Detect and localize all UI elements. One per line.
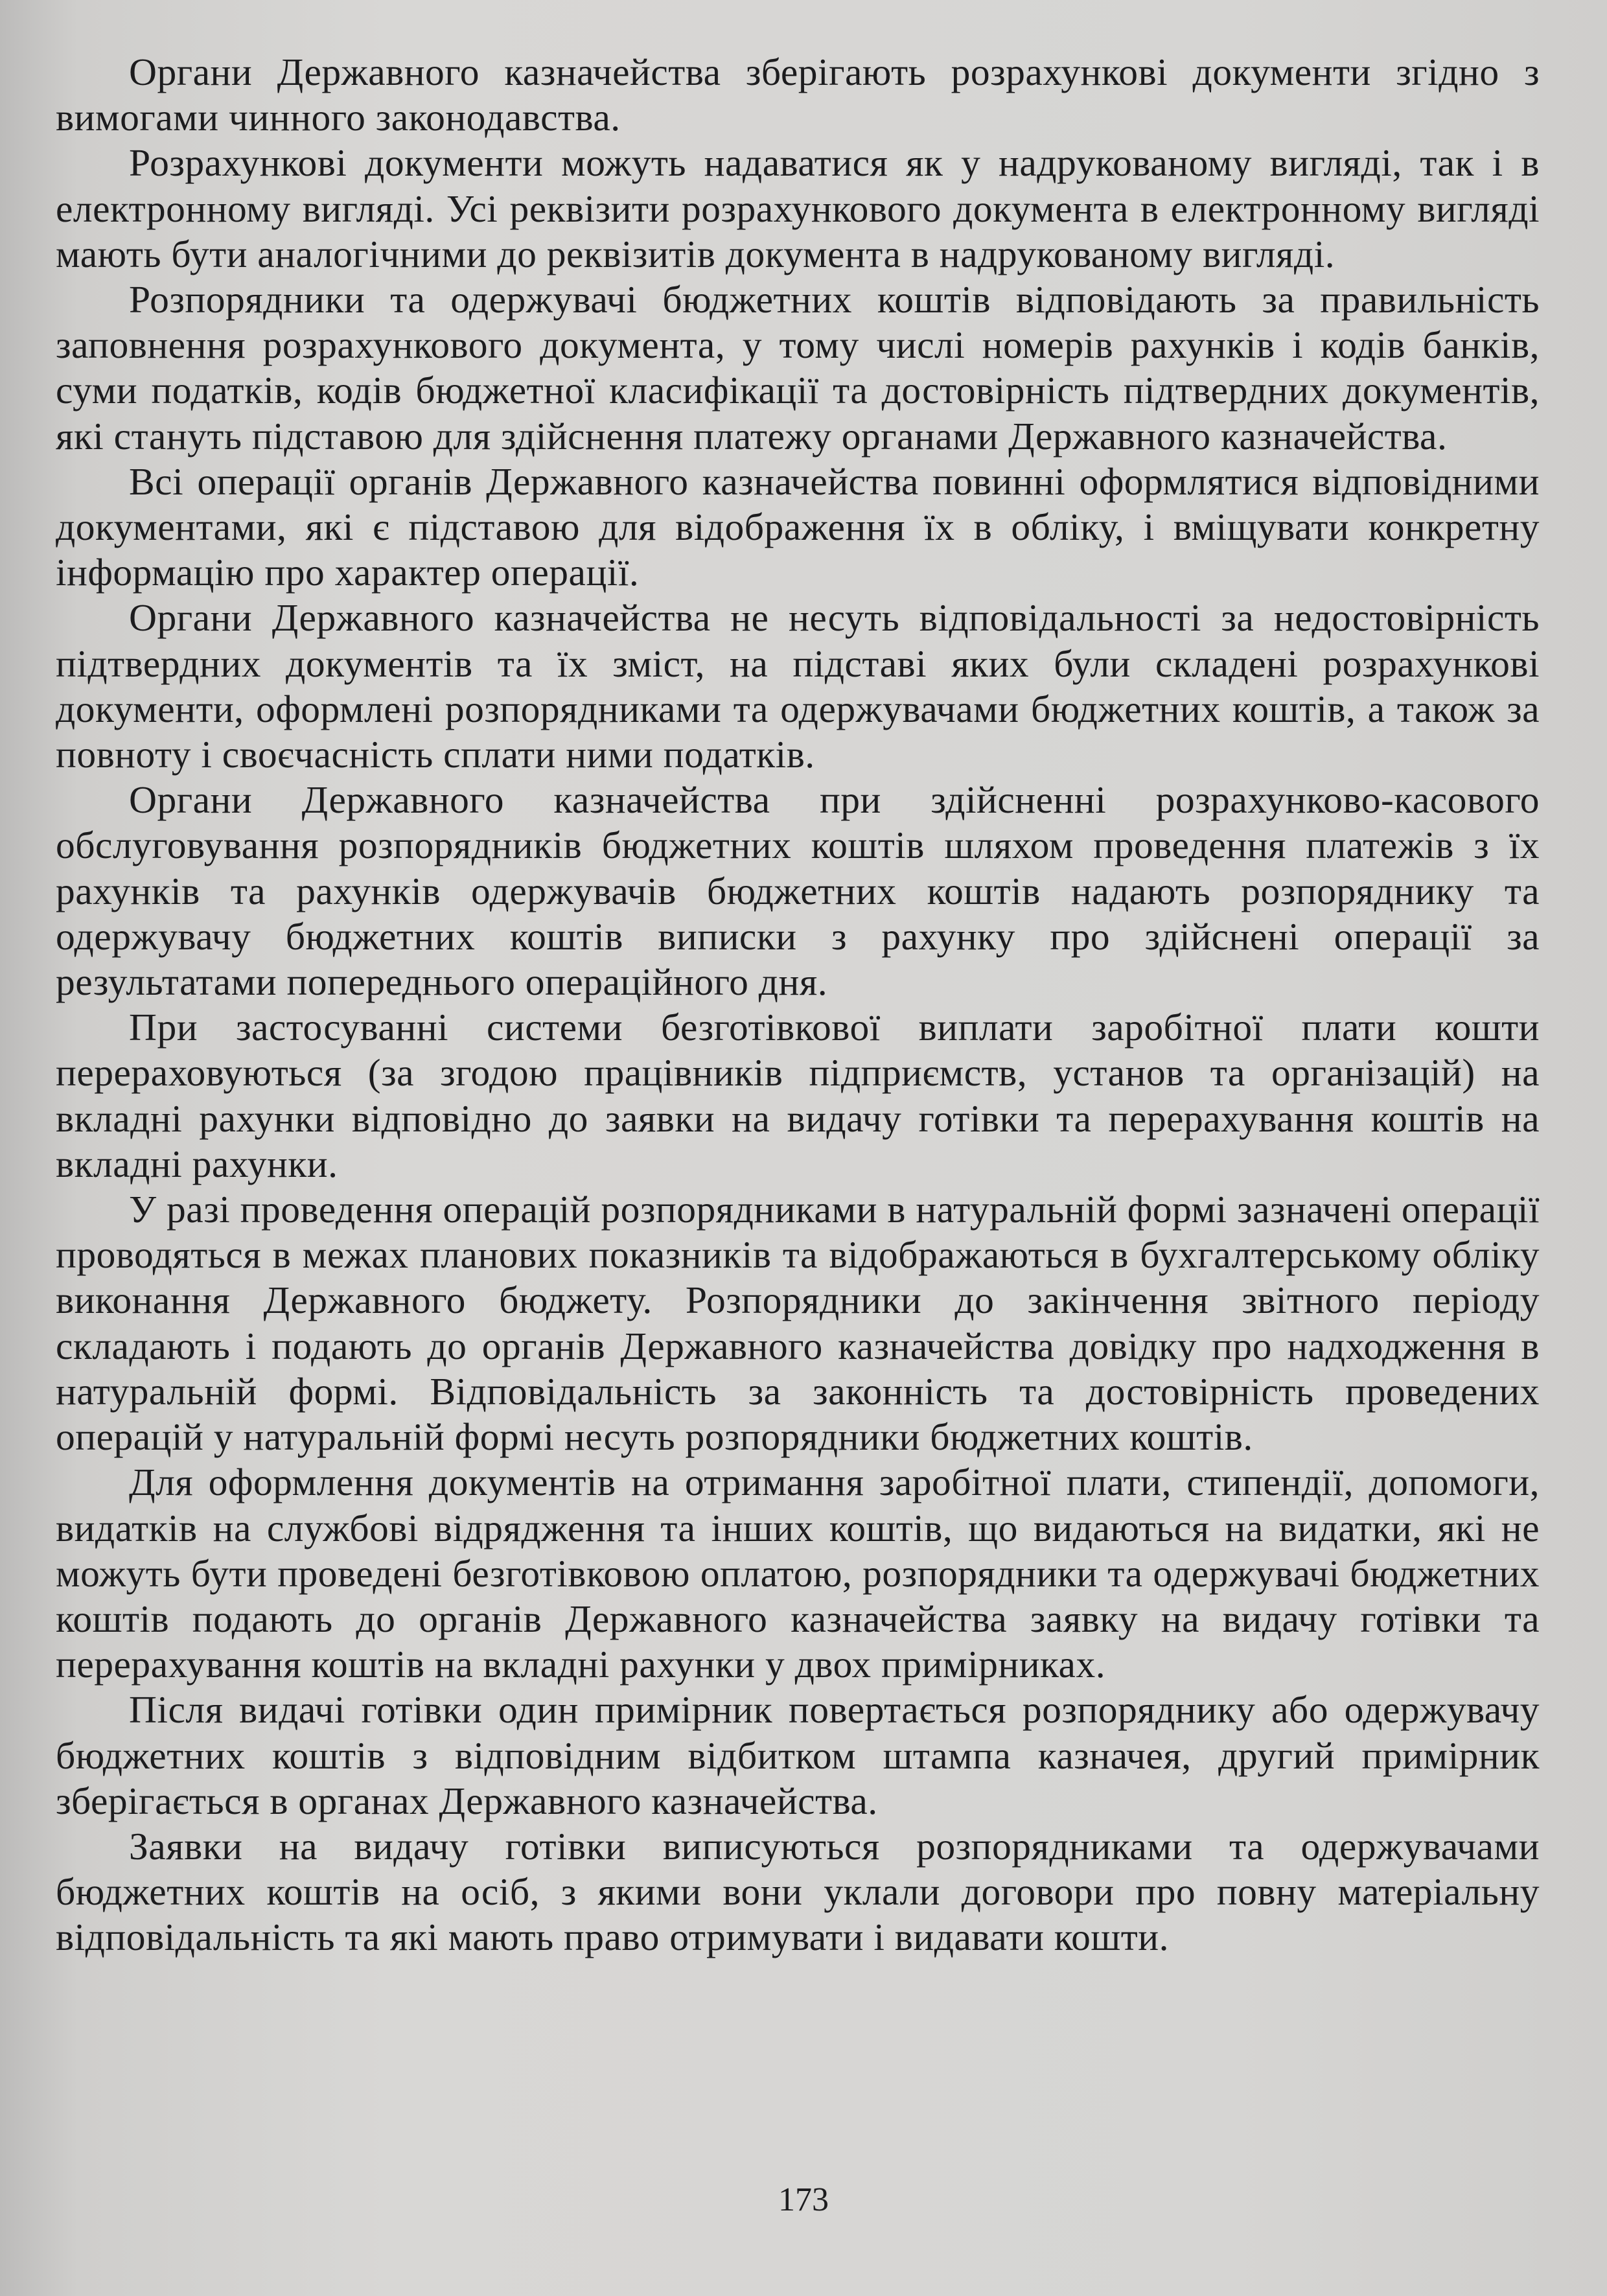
page-number: 173 xyxy=(778,2181,829,2218)
paragraph-5: Органи Державного казначейства не несуть відповідальності за недостовірність підтвердних документів та їх зміст, на підставі яких були складені розрахункові документи, оформлені розпорядниками та одержувачами бюджетних коштів, а також за повноту і своєчасність сплати ними податків. xyxy=(56,596,1540,776)
paragraph-8: У разі проведення операцій розпорядниками в натуральній формі зазначені операції проводяться в межах планових показників та відображаються в бухгалтерському обліку виконання Державного бюджету. Розпорядники до закінчення звітного періоду складають і подають до органів Державного казначейства довідку про надходження в натуральній формі. Відповідальність за законність та достовірність проведених операцій у натуральній формі несуть розпорядники бюджетних коштів. xyxy=(56,1188,1540,1459)
paragraph-1: Органи Державного казначейства зберігають розрахункові документи згідно з вимогами чинного законодавства. xyxy=(56,51,1540,139)
paragraph-2: Розрахункові документи можуть надаватися як у надрукованому вигляді, так і в електронному вигляді. Усі реквізити розрахункового документа в електронному вигляді мають бути аналогічними до реквізитів документа в надрукованому вигляді. xyxy=(56,141,1540,275)
paragraph-6: Органи Державного казначейства при здійсненні розрахунково-касового обслуговування розпорядників бюджетних коштів шляхом проведення платежів з їх рахунків та рахунків одержувачів бюджетних коштів надають розпоряднику та одержувачу бюджетних коштів виписки з рахунку про здійснені операції за результатами попереднього операційного дня. xyxy=(56,778,1540,1004)
paragraph-3: Розпорядники та одержувачі бюджетних коштів відповідають за правильність заповнення розрахункового документа, у тому числі номерів рахунків і кодів банків, суми податків, кодів бюджетної класифікації та достовірність підтвердних документів, які стануть підставою для здійснення платежу органами Державного казначейства. xyxy=(56,278,1540,458)
paragraph-9: Для оформлення документів на отримання заробітної плати, стипендії, допомоги, видатків на службові відрядження та інших коштів, що видаються на видатки, які не можуть бути проведені безготівковою оплатою, розпорядники та одержувачі бюджетних коштів подають до органів Державного казначейства заявку на видачу готівки та перерахування коштів на вкладні рахунки у двох примірниках. xyxy=(56,1461,1540,1686)
paragraph-7: При застосуванні системи безготівкової виплати заробітної плати кошти перераховуються (за згодою працівників підприємств, установ та організацій) на вкладні рахунки відповідно до заявки на видачу готівки та перерахування коштів на вкладні рахунки. xyxy=(56,1006,1540,1185)
paragraph-10: Після видачі готівки один примірник повертається розпоряднику або одержувачу бюджетних коштів з відповідним відбитком штампа казначея, другий примірник зберігається в органах Державного казначейства. xyxy=(56,1688,1540,1822)
page-body xyxy=(56,49,1540,1960)
paragraph-4: Всі операції органів Державного казначейства повинні оформлятися відповідними документами, які є підставою для відображення їх в обліку, і вміщувати конкретну інформацію про характер операції. xyxy=(56,459,1540,594)
paragraph-11: Заявки на видачу готівки виписуються розпорядниками та одержувачами бюджетних коштів на осіб, з якими вони уклали договори про повну матеріальну відповідальність та які мають право отримувати і видавати кошти. xyxy=(56,1824,1540,1959)
